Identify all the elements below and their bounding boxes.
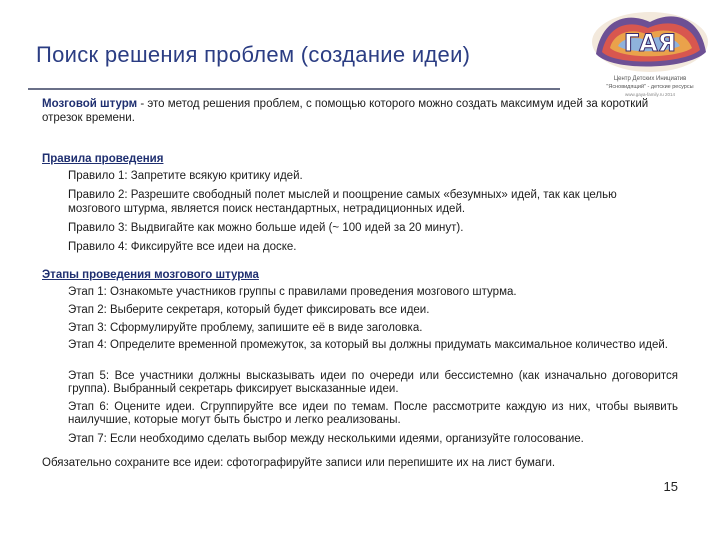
rules-heading: Правила проведения <box>42 153 164 165</box>
stage-item: Этап 4: Определите временной промежуток, за который вы должны придумать максимальное количество идей. <box>68 339 668 351</box>
logo-caption-2: "Ясновидящий" - детские ресурсы <box>606 84 694 90</box>
stage-item: Этап 2: Выберите секретаря, который будет фиксировать все идеи. <box>68 304 430 316</box>
stages-heading: Этапы проведения мозгового штурма <box>42 269 259 281</box>
logo <box>588 4 712 104</box>
stage-item: Этап 7: Если необходимо сделать выбор между несколькими идеями, организуйте голосование. <box>68 433 584 445</box>
rule-item: Правило 4: Фиксируйте все идеи на доске. <box>68 241 297 253</box>
stage-item: Этап 3: Сформулируйте проблему, запишите её в виде заголовка. <box>68 322 423 334</box>
logo-caption-1: Центр Детских Инициатив <box>613 76 687 82</box>
stage-item: Этап 1: Ознакомьте участников группы с правилами проведения мозгового штурма. <box>68 286 517 298</box>
title-underline <box>28 88 560 90</box>
page-title: Поиск решения проблем (создание идеи) <box>36 42 471 67</box>
graffiti-logo-icon <box>588 4 712 76</box>
intro-text: - это метод решения проблем, с помощью которого можно создать максимум идей за короткий отрезок времени. <box>42 98 649 124</box>
stage-item: Этап 6: Оцените идеи. Сгруппируйте все идеи по темам. После рассмотрите каждую из них, чтобы выявить наилучшие, которые могут быть быстро и легко реализованы. <box>68 401 678 426</box>
logo-caption-3: www.gaya-family.ru 2014 <box>625 92 675 97</box>
intro-paragraph <box>42 97 662 125</box>
conclusion: Обязательно сохраните все идеи: сфотографируйте записи или перепишите их на лист бумаги. <box>42 457 556 469</box>
logo-lettering: ГАЯ <box>623 29 677 57</box>
rule-item: Правило 2: Разрешите свободный полет мыслей и поощрение самых «безумных» идей, так как целью мозгового штурма, является поиск нестандартных, нетрадиционных идей. <box>68 189 617 215</box>
intro-term: Мозговой штурм <box>42 98 138 110</box>
page-number: 15 <box>663 479 678 494</box>
rule-item: Правило 1: Запретите всякую критику идей. <box>68 170 303 182</box>
rule-item: Правило 3: Выдвигайте как можно больше идей (~ 100 идей за 20 минут). <box>68 222 464 234</box>
stage-item: Этап 5: Все участники должны высказывать идеи по очереди или бессистемно (как изначально договорится группа). Выбранный секретарь фиксирует высказанные идеи. <box>68 370 678 395</box>
